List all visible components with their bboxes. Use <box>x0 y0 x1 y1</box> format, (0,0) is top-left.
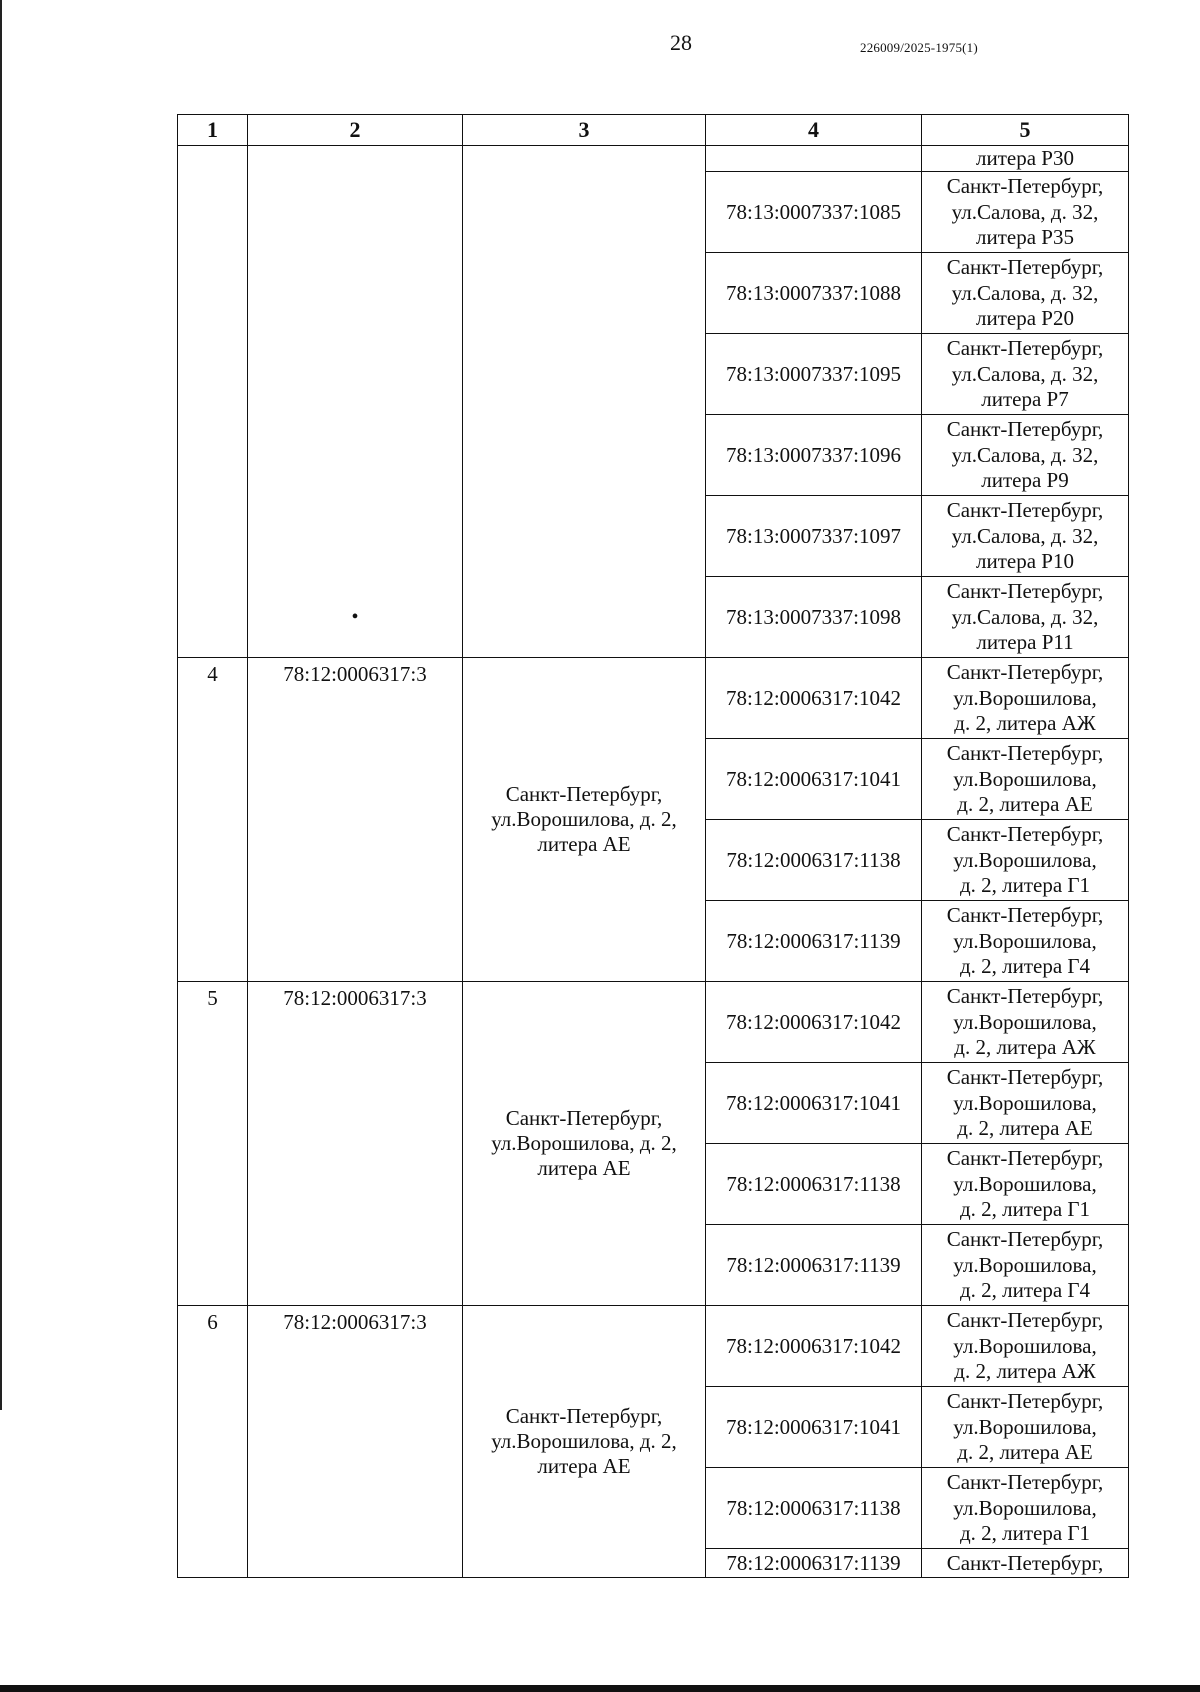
address-line: Санкт-Петербург, <box>505 1403 663 1428</box>
address-line: литера АЕ <box>537 1454 631 1479</box>
cell-land-cadastral: 78:12:0006317:3 <box>248 982 463 1306</box>
address-line: ул.Ворошилова, д. 2, <box>491 807 677 832</box>
cell-object-cadastral: 78:12:0006317:1041 <box>706 739 922 820</box>
page-number: 28 <box>670 30 692 55</box>
address-line: ул.Ворошилова, <box>953 847 1097 872</box>
address-line: д. 2, литера АЕ <box>957 1115 1093 1140</box>
cell-object-cadastral: 78:12:0006317:1042 <box>706 1306 922 1387</box>
address-line: Санкт-Петербург, <box>946 336 1104 361</box>
cell-land-cadastral: 78:12:0006317:3 <box>248 1306 463 1578</box>
address-line: ул.Ворошилова, <box>953 1252 1097 1277</box>
address-line: ул.Салова, д. 32, <box>951 604 1099 629</box>
address-line: Санкт-Петербург, <box>946 417 1104 442</box>
address-line: Санкт-Петербург, <box>946 1308 1104 1333</box>
address-line: Санкт-Петербург, <box>946 741 1104 766</box>
address-line: д. 2, литера Г4 <box>959 1277 1091 1302</box>
cell-land-address <box>463 982 706 1306</box>
cell-object-cadastral: 78:12:0006317:1139 <box>706 901 922 982</box>
cell-object-cadastral: 78:13:0007337:1098 <box>706 577 922 658</box>
scan-left-edge <box>0 0 2 1410</box>
address-line: Санкт-Петербург, <box>946 822 1104 847</box>
column-header: 5 <box>922 115 1129 146</box>
address-line: ул.Ворошилова, д. 2, <box>491 1131 677 1156</box>
address-line: ул.Ворошилова, <box>953 1009 1097 1034</box>
cell-object-address <box>922 577 1129 658</box>
table-row <box>178 982 1129 1063</box>
address-line: Санкт-Петербург, <box>946 255 1104 280</box>
cell-object-address <box>922 415 1129 496</box>
address-line: Санкт-Петербург, <box>946 1389 1104 1414</box>
cell-object-cadastral: 78:12:0006317:1139 <box>706 1549 922 1578</box>
cell-object-address <box>922 496 1129 577</box>
address-line: д. 2, литера АЖ <box>954 710 1096 735</box>
cell-object-cadastral: 78:12:0006317:1138 <box>706 1468 922 1549</box>
address-line: Санкт-Петербург, <box>946 903 1104 928</box>
address-line: ул.Салова, д. 32, <box>951 199 1099 224</box>
address-line: литера АЕ <box>537 1156 631 1181</box>
cell-land-address <box>463 146 706 658</box>
address-line: литера Р7 <box>981 386 1069 411</box>
address-line: ул.Ворошилова, <box>953 1090 1097 1115</box>
cell-land-address <box>463 658 706 982</box>
table-row <box>178 658 1129 739</box>
cell-object-address <box>922 1306 1129 1387</box>
cell-land-address <box>463 1306 706 1578</box>
address-line: ул.Ворошилова, <box>953 766 1097 791</box>
cell-object-address <box>922 901 1129 982</box>
address-line: ул.Салова, д. 32, <box>951 523 1099 548</box>
address-line: Санкт-Петербург, <box>946 498 1104 523</box>
cell-object-cadastral: 78:13:0007337:1096 <box>706 415 922 496</box>
column-header: 3 <box>463 115 706 146</box>
cell-object-address: литера Р30 <box>922 146 1129 172</box>
cell-number: 6 <box>178 1306 248 1578</box>
address-line: ул.Салова, д. 32, <box>951 280 1099 305</box>
cell-object-cadastral: 78:12:0006317:1041 <box>706 1387 922 1468</box>
cell-object-address <box>922 253 1129 334</box>
cell-object-cadastral: 78:13:0007337:1097 <box>706 496 922 577</box>
address-line: литера Р9 <box>981 467 1069 492</box>
column-header: 1 <box>178 115 248 146</box>
cell-object-cadastral: 78:12:0006317:1139 <box>706 1225 922 1306</box>
address-line: литера АЕ <box>537 832 631 857</box>
scan-mark: • <box>351 606 359 628</box>
cell-object-address <box>922 1063 1129 1144</box>
address-line: ул.Ворошилова, д. 2, <box>491 1429 677 1454</box>
cell-object-cadastral: 78:13:0007337:1095 <box>706 334 922 415</box>
cell-object-cadastral: 78:12:0006317:1042 <box>706 982 922 1063</box>
cell-object-address <box>922 739 1129 820</box>
address-line: литера Р20 <box>976 305 1074 330</box>
table-row <box>178 1306 1129 1387</box>
address-line: ул.Ворошилова, <box>953 685 1097 710</box>
cell-number: 4 <box>178 658 248 982</box>
cell-object-cadastral: 78:12:0006317:1041 <box>706 1063 922 1144</box>
address-line: Санкт-Петербург, <box>946 984 1104 1009</box>
cell-object-cadastral: 78:12:0006317:1042 <box>706 658 922 739</box>
address-line: Санкт-Петербург, <box>946 1470 1104 1495</box>
address-line: ул.Ворошилова, <box>953 1495 1097 1520</box>
cell-object-address <box>922 334 1129 415</box>
header-row <box>178 115 1129 146</box>
cell-object-address <box>922 820 1129 901</box>
address-line: д. 2, литера Г1 <box>959 1196 1091 1221</box>
cell-object-address <box>922 982 1129 1063</box>
address-line: Санкт-Петербург, <box>946 1146 1104 1171</box>
register-table <box>177 114 1129 1578</box>
address-line: Санкт-Петербург, <box>946 579 1104 604</box>
cell-object-address <box>922 1468 1129 1549</box>
address-line: д. 2, литера Г1 <box>959 1520 1091 1545</box>
cell-object-cadastral: 78:12:0006317:1138 <box>706 820 922 901</box>
address-line: д. 2, литера АЖ <box>954 1358 1096 1383</box>
cell-object-cadastral: 78:12:0006317:1138 <box>706 1144 922 1225</box>
address-line: Санкт-Петербург, <box>946 660 1104 685</box>
address-line: Санкт-Петербург, <box>946 1227 1104 1252</box>
cell-object-cadastral: 78:13:0007337:1088 <box>706 253 922 334</box>
address-line: Санкт-Петербург, <box>946 1065 1104 1090</box>
cell-object-address <box>922 1549 1129 1578</box>
cell-number <box>178 146 248 658</box>
address-line: ул.Ворошилова, <box>953 928 1097 953</box>
table-row <box>178 146 1129 172</box>
address-line: литера Р11 <box>976 629 1074 654</box>
address-line: д. 2, литера Г1 <box>959 872 1091 897</box>
address-line: Санкт-Петербург, <box>946 174 1104 199</box>
cell-object-cadastral: 78:13:0007337:1085 <box>706 172 922 253</box>
address-line: Санкт-Петербург, <box>505 1105 663 1130</box>
address-line: ул.Ворошилова, <box>953 1333 1097 1358</box>
address-line: Санкт-Петербург, <box>505 781 663 806</box>
address-line: ул.Салова, д. 32, <box>951 442 1099 467</box>
column-header: 2 <box>248 115 463 146</box>
cell-object-address <box>922 1225 1129 1306</box>
address-line: Санкт-Петербург, <box>946 1550 1104 1575</box>
address-line: ул.Ворошилова, <box>953 1171 1097 1196</box>
address-line: ул.Ворошилова, <box>953 1414 1097 1439</box>
cell-object-address <box>922 658 1129 739</box>
cell-number: 5 <box>178 982 248 1306</box>
scan-bottom-edge <box>0 1685 1200 1692</box>
cell-land-cadastral: 78:12:0006317:3 <box>248 658 463 982</box>
address-line: ул.Салова, д. 32, <box>951 361 1099 386</box>
cell-land-cadastral <box>248 146 463 658</box>
address-line: д. 2, литера АЖ <box>954 1034 1096 1059</box>
document-id: 226009/2025-1975(1) <box>860 40 978 55</box>
column-header: 4 <box>706 115 922 146</box>
address-line: д. 2, литера Г4 <box>959 953 1091 978</box>
address-line: д. 2, литера АЕ <box>957 791 1093 816</box>
address-line: д. 2, литера АЕ <box>957 1439 1093 1464</box>
cell-object-cadastral <box>706 146 922 172</box>
address-line: литера Р10 <box>976 548 1074 573</box>
cell-object-address <box>922 172 1129 253</box>
cell-object-address <box>922 1144 1129 1225</box>
cell-object-address <box>922 1387 1129 1468</box>
address-line: литера Р35 <box>976 224 1074 249</box>
